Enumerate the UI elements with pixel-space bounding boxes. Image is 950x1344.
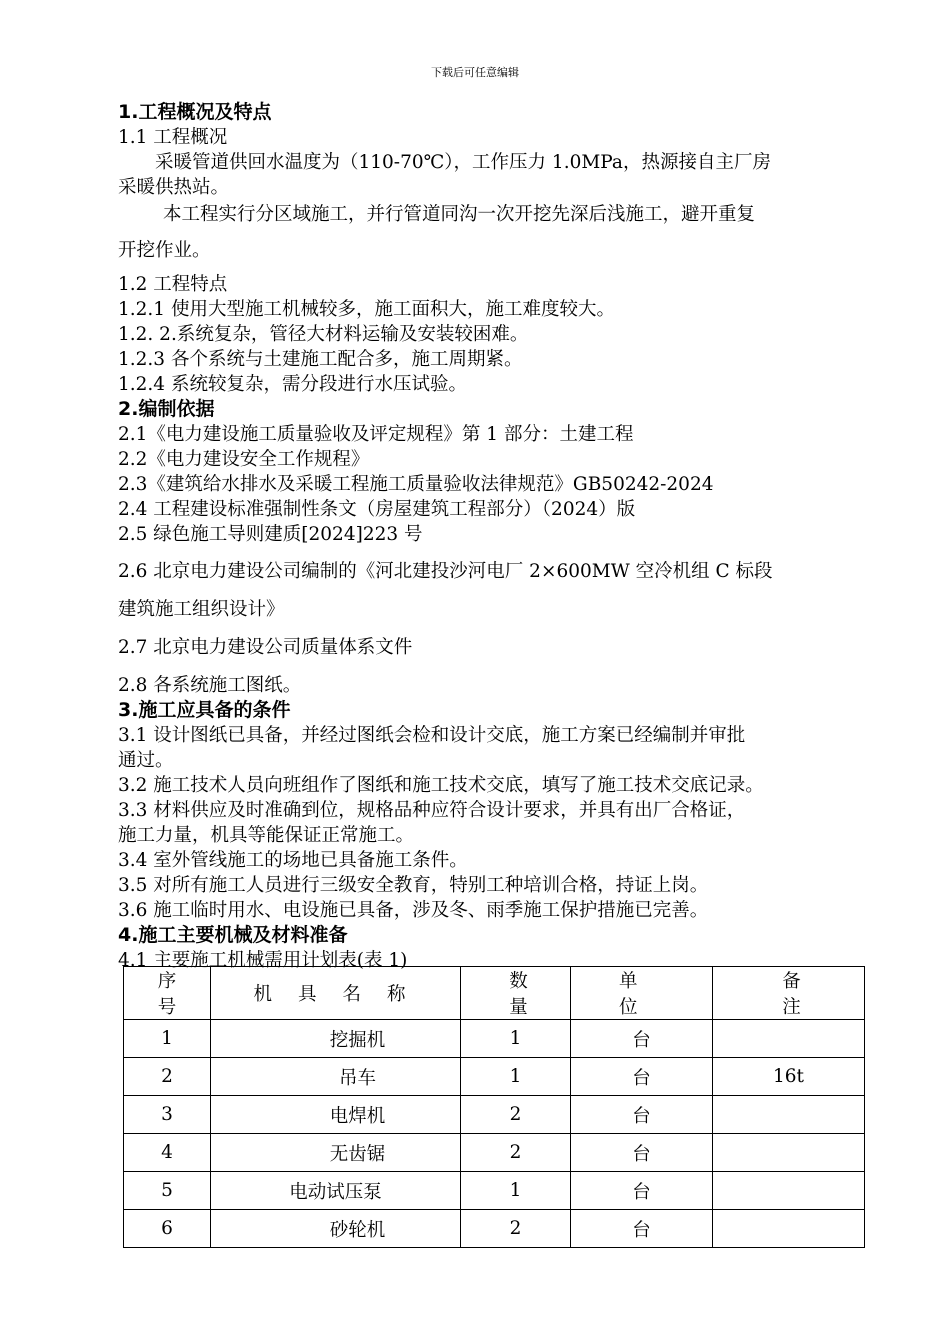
- list-item: 2.6 北京电力建设公司编制的《河北建投沙河电厂 2×600MW 空冷机组 C 标段: [118, 561, 773, 582]
- cell-index: 6: [124, 1210, 211, 1248]
- cell-quantity: 1: [461, 1058, 571, 1096]
- cell-equipment-name: 挖掘机: [211, 1020, 461, 1058]
- cell-quantity: 1: [461, 1020, 571, 1058]
- section-2-title: 2.编制依据: [118, 398, 215, 420]
- cell-unit: 台: [571, 1172, 713, 1210]
- table-caption: 4.1 主要施工机械需用计划表(表 1): [118, 950, 408, 971]
- cell-unit: 台: [571, 1096, 713, 1134]
- table-row: [124, 1058, 865, 1096]
- cell-quantity: 2: [461, 1134, 571, 1172]
- list-item: 1.2. 2.系统复杂，管径大材料运输及安装较困难。: [118, 324, 529, 345]
- cell-quantity: 2: [461, 1096, 571, 1134]
- cell-unit: 台: [571, 1020, 713, 1058]
- table-row: [124, 1096, 865, 1134]
- subsection-1-2: 1.2 工程特点: [118, 274, 228, 295]
- list-item: 2.1《电力建设施工质量验收及评定规程》第 1 部分：土建工程: [118, 424, 634, 445]
- cell-index: 4: [124, 1134, 211, 1172]
- document-body: [118, 100, 884, 973]
- table-row: [124, 1210, 865, 1248]
- table-row: [124, 1172, 865, 1210]
- paragraph-line: 采暖管道供回水温度为（110-70℃），工作压力 1.0MPa，热源接自主厂房: [155, 152, 771, 173]
- cell-equipment-name: 电焊机: [211, 1096, 461, 1134]
- cell-equipment-name: 电动试压泵: [211, 1172, 461, 1210]
- paragraph-line: 采暖供热站。: [118, 177, 230, 198]
- equipment-table: [123, 966, 865, 1248]
- list-item: 1.2.1 使用大型施工机械较多，施工面积大，施工难度较大。: [118, 299, 615, 320]
- cell-unit: 台: [571, 1134, 713, 1172]
- list-item: 2.8 各系统施工图纸。: [118, 675, 302, 696]
- paragraph-1-1-b: 本工程实行分区域施工，并行管道同沟一次开挖先深后浅施工，避开重复: [163, 204, 756, 225]
- page-header-note: 下载后可任意编辑: [431, 66, 519, 79]
- cell-remark: 16t: [713, 1058, 865, 1096]
- column-header: 序号: [124, 967, 211, 1020]
- paragraph-1-1-a: [118, 150, 884, 175]
- list-item: 1.2.3 各个系统与土建施工配合多，施工周期紧。: [118, 349, 523, 370]
- list-item-continued: 建筑施工组织设计》: [118, 599, 285, 620]
- cell-index: 5: [124, 1172, 211, 1210]
- cell-quantity: 2: [461, 1210, 571, 1248]
- cell-remark: [713, 1210, 865, 1248]
- list-item: 2.3《建筑给水排水及采暖工程施工质量验收法律规范》GB50242-2024: [118, 474, 714, 495]
- cell-remark: [713, 1020, 865, 1058]
- cell-quantity: 1: [461, 1172, 571, 1210]
- list-item-continued: 施工力量，机具等能保证正常施工。: [118, 825, 415, 846]
- subsection-1-1: 1.1 工程概况: [118, 127, 228, 148]
- cell-index: 3: [124, 1096, 211, 1134]
- cell-remark: [713, 1134, 865, 1172]
- cell-equipment-name: 砂轮机: [211, 1210, 461, 1248]
- list-item: 3.4 室外管线施工的场地已具备施工条件。: [118, 850, 468, 871]
- cell-remark: [713, 1172, 865, 1210]
- cell-index: 1: [124, 1020, 211, 1058]
- table-header-row: [124, 967, 865, 1020]
- section-3-title: 3.施工应具备的条件: [118, 699, 291, 721]
- list-item: 3.1 设计图纸已具备，并经过图纸会检和设计交底，施工方案已经编制并审批: [118, 725, 746, 746]
- list-item: 2.5 绿色施工导则建质[2024]223 号: [118, 524, 423, 545]
- cell-equipment-name: 无齿锯: [211, 1134, 461, 1172]
- list-item-continued: 通过。: [118, 750, 174, 771]
- list-item: 1.2.4 系统较复杂，需分段进行水压试验。: [118, 374, 467, 395]
- cell-remark: [713, 1096, 865, 1134]
- list-item: 2.7 北京电力建设公司质量体系文件: [118, 637, 413, 658]
- cell-equipment-name: 吊车: [211, 1058, 461, 1096]
- list-item: 3.6 施工临时用水、电设施已具备，涉及冬、雨季施工保护措施已完善。: [118, 900, 709, 921]
- cell-unit: 台: [571, 1210, 713, 1248]
- list-item: 3.3 材料供应及时准确到位，规格品种应符合设计要求，并具有出厂合格证，: [118, 800, 746, 821]
- table-row: [124, 1020, 865, 1058]
- list-item: 3.5 对所有施工人员进行三级安全教育，特别工种培训合格，持证上岗。: [118, 875, 709, 896]
- list-item: 2.2《电力建设安全工作规程》: [118, 449, 370, 470]
- cell-unit: 台: [571, 1058, 713, 1096]
- column-header: 机具名称: [211, 967, 461, 1020]
- column-header: 单位: [571, 967, 713, 1020]
- list-item: 2.4 工程建设标准强制性条文（房屋建筑工程部分）（2024）版: [118, 499, 636, 520]
- table-row: [124, 1134, 865, 1172]
- paragraph-line: 开挖作业。: [118, 240, 211, 261]
- list-item: 3.2 施工技术人员向班组作了图纸和施工技术交底，填写了施工技术交底记录。: [118, 775, 764, 796]
- column-header: 备注: [713, 967, 865, 1020]
- cell-index: 2: [124, 1058, 211, 1096]
- column-header: 数量: [461, 967, 571, 1020]
- section-4-title: 4.施工主要机械及材料准备: [118, 924, 348, 946]
- section-1-title: 1.工程概况及特点: [118, 101, 272, 123]
